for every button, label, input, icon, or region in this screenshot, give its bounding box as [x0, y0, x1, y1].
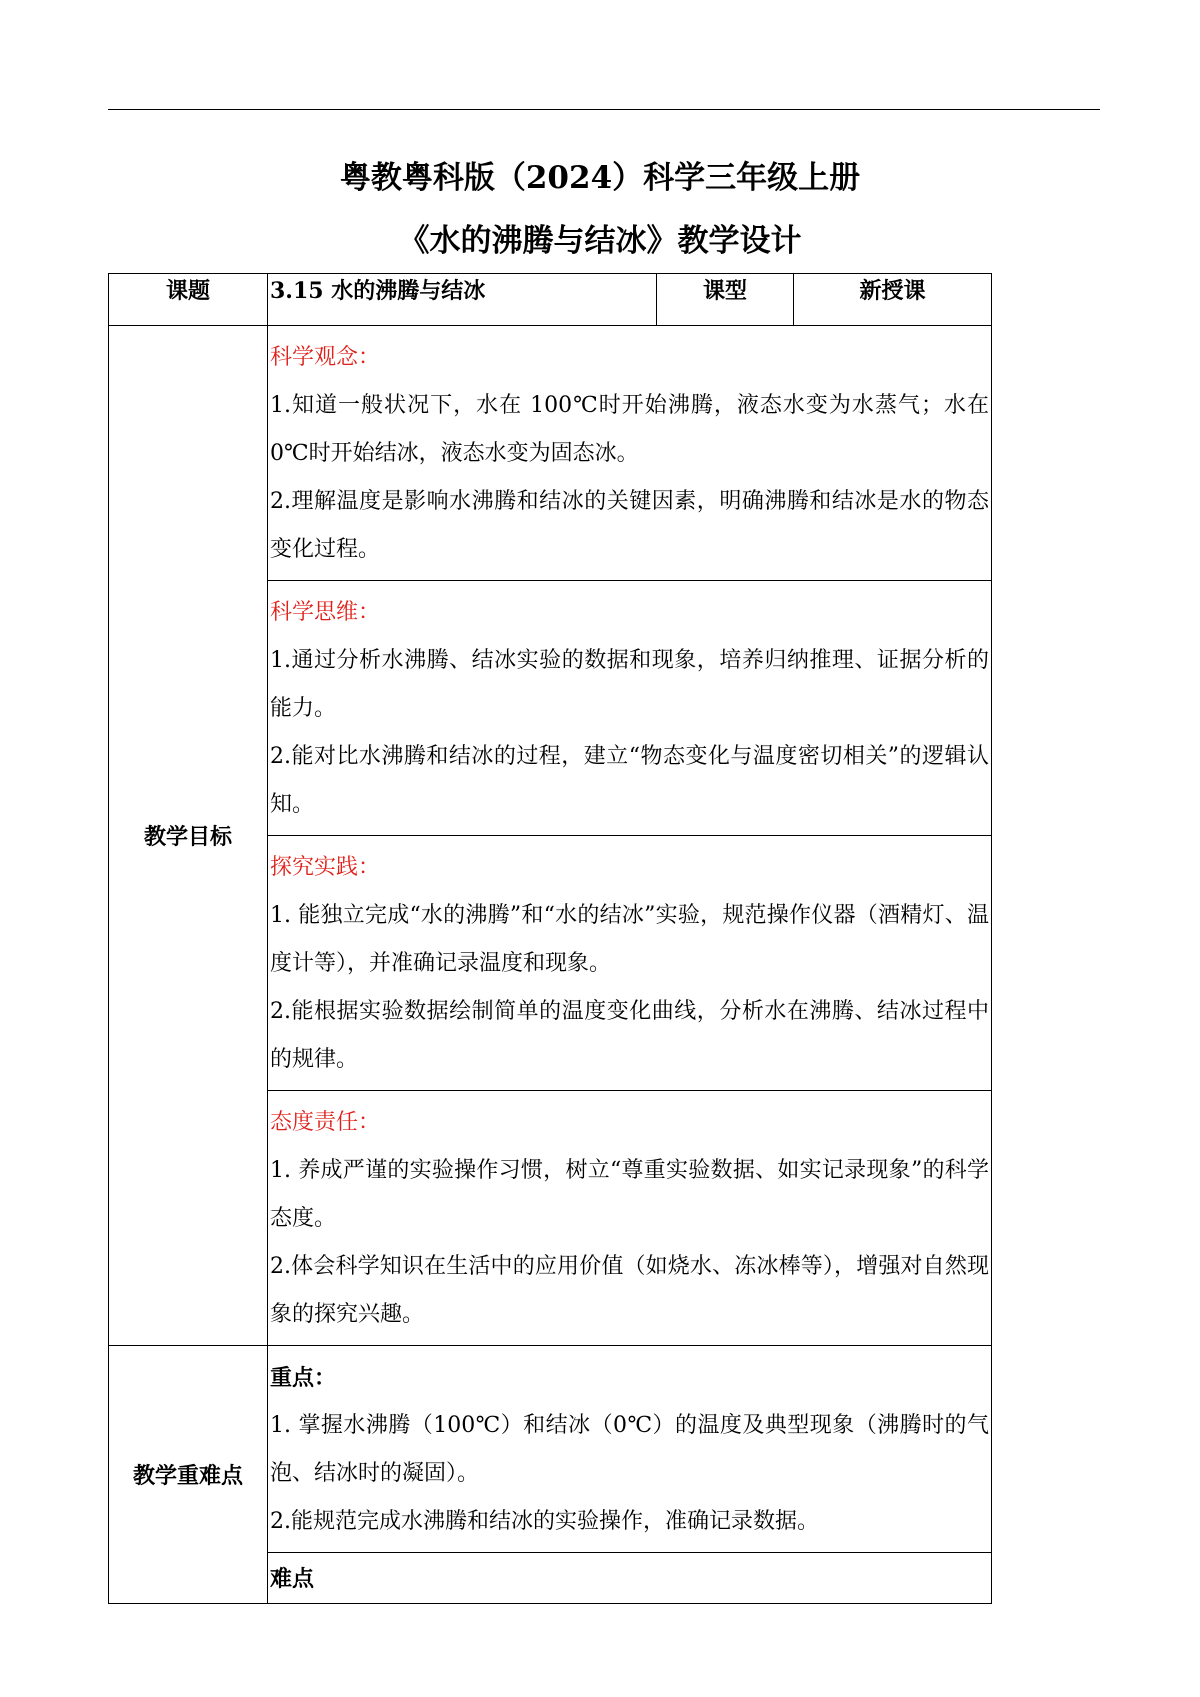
objective-item: 1. 能独立完成“水的沸腾”和“水的结冰”实验，规范操作仪器（酒精灯、温度计等），并准确记录温度和现象。 [270, 903, 989, 976]
focus-heading: 重点： [270, 1365, 337, 1391]
objective-item: 2.能对比水沸腾和结冰的过程，建立“物态变化与温度密切相关”的逻辑认知。 [270, 744, 989, 817]
objective-item: 2.能根据实验数据绘制简单的温度变化曲线，分析水在沸腾、结冰过程中的规律。 [270, 999, 989, 1072]
keypoints-focus [268, 1346, 992, 1553]
objectives-section [268, 581, 992, 836]
objective-item: 1.通过分析水沸腾、结冰实验的数据和现象，培养归纳推理、证据分析的能力。 [270, 648, 989, 721]
keypoints-row-1 [109, 1346, 992, 1553]
difficulty-heading: 难点 [270, 1566, 315, 1592]
objectives-row-1 [109, 326, 992, 581]
objective-item: 1.知道一般状况下，水在 100℃时开始沸腾，液态水变为水蒸气；水在 0℃时开始结冰，液态水变为固态冰。 [270, 393, 989, 466]
document-title-line1: 粤教粤科版（2024）科学三年级上册 [339, 160, 861, 196]
objectives-label: 教学目标 [109, 326, 268, 1346]
section-heading: 态度责任： [270, 1110, 381, 1135]
section-heading: 探究实践： [270, 855, 381, 880]
lesson-plan-table [108, 273, 992, 1604]
type-label: 课型 [657, 274, 794, 326]
keypoints-difficulty [268, 1553, 992, 1604]
document-title-line2: 《水的沸腾与结冰》教学设计 [398, 223, 802, 259]
objective-item: 2.理解温度是影响水沸腾和结冰的关键因素，明确沸腾和结冰是水的物态变化过程。 [270, 489, 989, 562]
section-heading: 科学思维： [270, 600, 381, 625]
header-row [109, 274, 992, 326]
focus-item: 1. 掌握水沸腾（100℃）和结冰（0℃）的温度及典型现象（沸腾时的气泡、结冰时的凝固）。 [270, 1413, 989, 1486]
topic-value: 3.15 水的沸腾与结冰 [268, 274, 657, 326]
top-rule [108, 109, 1100, 110]
objective-item: 1. 养成严谨的实验操作习惯，树立“尊重实验数据、如实记录现象”的科学态度。 [270, 1158, 989, 1231]
objectives-section [268, 836, 992, 1091]
objectives-section [268, 326, 992, 581]
objectives-section [268, 1091, 992, 1346]
type-value: 新授课 [794, 274, 992, 326]
objective-item: 2.体会科学知识在生活中的应用价值（如烧水、冻冰棒等），增强对自然现象的探究兴趣。 [270, 1254, 989, 1327]
keypoints-label: 教学重难点 [109, 1346, 268, 1604]
focus-item: 2.能规范完成水沸腾和结冰的实验操作，准确记录数据。 [270, 1509, 819, 1534]
section-heading: 科学观念： [270, 345, 381, 370]
topic-label: 课题 [109, 274, 268, 326]
